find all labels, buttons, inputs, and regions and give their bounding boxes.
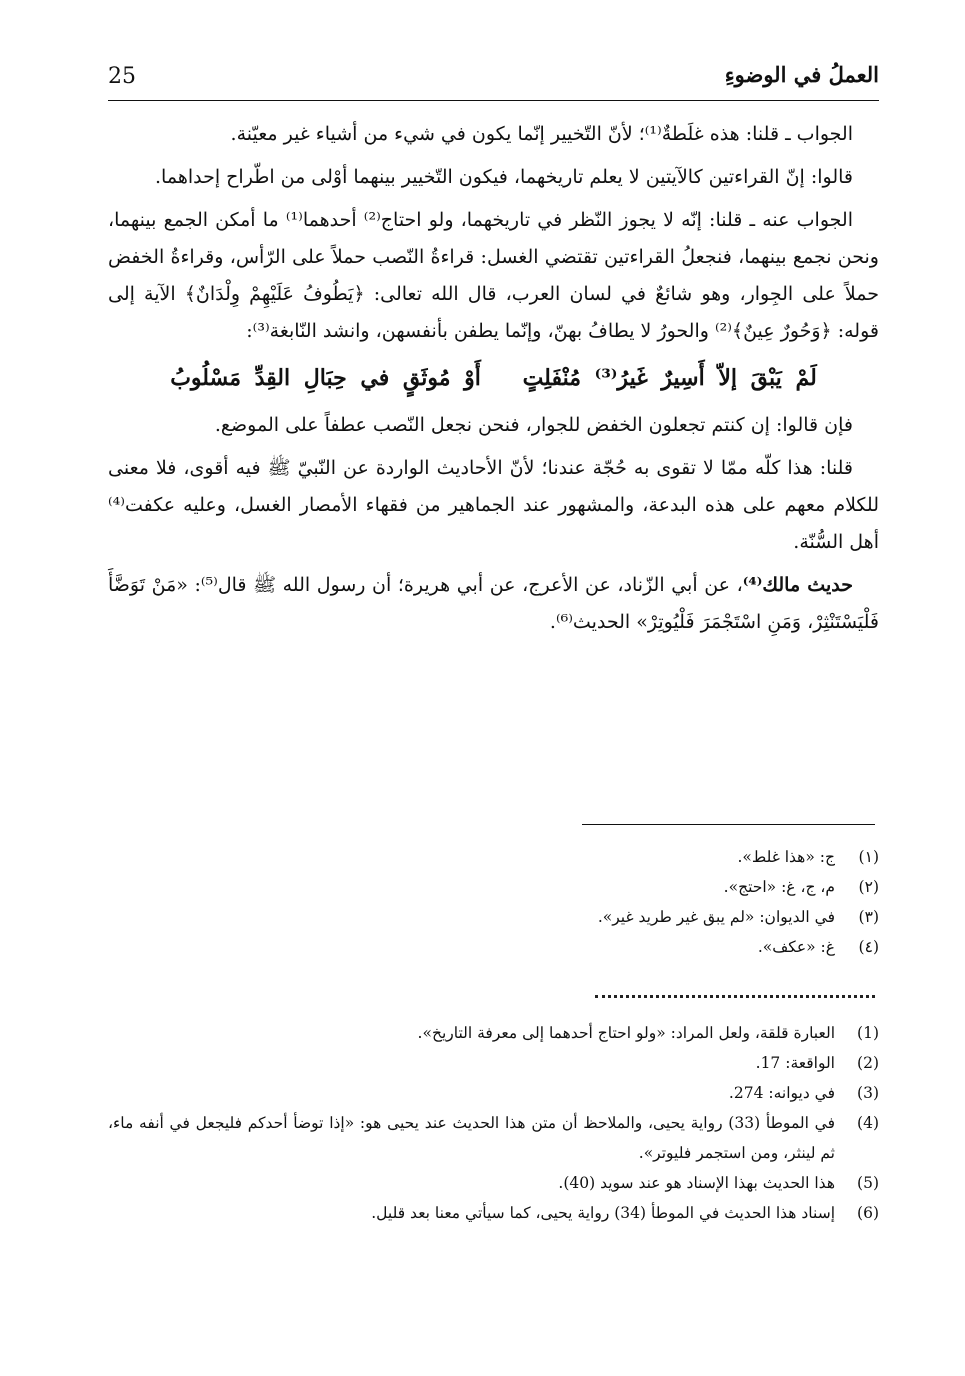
footnote-item: [108, 1018, 879, 1048]
footnote-item: [108, 1108, 879, 1168]
paragraph-objection-1: قالوا: إنّ القراءتين كالآيتين لا يعلم تاريخهما، فيكون التّخيير بينهما أوْلى من اطّراح إحداهما.: [155, 166, 853, 188]
footnote-item: [108, 1078, 879, 1108]
header-rule: [108, 100, 879, 101]
footnote-item: [559, 902, 879, 932]
footnote-number: (3): [857, 1084, 879, 1102]
footnote-item: [108, 1168, 879, 1198]
footnote-item: [108, 1048, 879, 1078]
footnote-text: ج: «هذا غلط».: [737, 848, 835, 866]
footnote-item: [559, 842, 879, 872]
editor-footnotes: [108, 1018, 879, 1228]
variant-footnotes: [559, 842, 879, 962]
footnote-separator: [582, 824, 875, 825]
footnote-text: هذا الحديث بهذا الإسناد هو عند سويد (40).: [558, 1174, 835, 1192]
footnote-text: غ: «عكف».: [757, 938, 835, 956]
running-title: العملُ في الوضوءِ: [724, 62, 879, 87]
page-header: [108, 62, 879, 98]
paragraph-hadith: [108, 567, 879, 641]
footnote-text: م، ج، غ: «احتج».: [723, 878, 835, 896]
footnote-number: (4): [857, 1114, 879, 1132]
footnote-number: (1): [857, 1024, 879, 1042]
footnote-number: (١): [858, 848, 879, 866]
footnote-text: إسناد هذا الحديث في الموطأ (34) رواية يحيى، كما سيأتي معنا بعد قليل.: [371, 1204, 835, 1222]
verse-first-hemistich: لَمْ يَبْقَ إلاّ أَسِيرٌ غَيرُ⁽³⁾ مُنْفَلِتٍ: [522, 365, 817, 391]
page-number: 25: [108, 64, 136, 89]
footnote-number: (6): [857, 1204, 879, 1222]
footnote-text: الواقعة: 17.: [755, 1054, 835, 1072]
paragraph-objection-2: فإن قالوا: إن كنتم تجعلون الخفض للجوار، فنحن نجعل النّصب عطفاً على الموضع.: [214, 414, 853, 436]
hadith-lead: حديث مالك⁽⁴⁾: [742, 574, 853, 596]
footnote-text: في الموطأ (33) رواية يحيى، والملاحظ أن متن هذا الحديث عند يحيى هو: «إذا توضأ أحدكم فليجعل في أنفه ماء، ثم لينثر، ومن استجمر فليوتر».: [108, 1114, 835, 1162]
dotted-separator: [595, 995, 875, 998]
footnote-text: في الديوان: «لم يبق غير طريد غير».: [597, 908, 835, 926]
verse-second-hemistich: أَوْ مُوثَقٍ في حِبَالِ القِدِّ مَسْلُوبُ: [170, 365, 481, 391]
footnote-number: (٢): [858, 878, 879, 896]
footnote-number: (٤): [858, 938, 879, 956]
paragraph-answer-2: الجواب عنه ـ قلنا: إنّه لا يجوز النّظر في تاريخهما، ولو احتاج⁽²⁾ أحدهما⁽¹⁾ ما أمكن الجمع بينهما، ونحن نجمع بينهما، فنجعلُ القراءتين تقتضي الغسل: قراءةُ النّصب حملاً على الرّأس، وقراءةُ الخفض حملاً على الجِوار، وهو شائعٌ في لسان العرب، قال الله تعالى: ﴿يَطُوفُ عَلَيْهِمْ وِلْدَانٌ﴾ الآية إلى قوله: ﴿وَحُورٌ عِينٌ﴾⁽²⁾ والحورُ لا يطافُ بهنّ، وإنّما يطفن بأنفسهن، وانشد النّابغة⁽³⁾:: [108, 209, 879, 342]
poetry-verse: [108, 360, 879, 397]
footnote-number: (5): [857, 1174, 879, 1192]
hadith-text: ، عن أبي الزّناد، عن الأعرج، عن أبي هريرة؛ أن رسول الله ﷺ قال⁽⁵⁾: «مَنْ تَوَضَّأَ فَلْيَسْتَنْثِرْ، وَمَنِ اسْتَجْمَرَ فَلْيُوتِرْ» الحديث⁽⁶⁾.: [108, 574, 879, 633]
main-text: [108, 116, 879, 647]
footnote-item: [108, 1198, 879, 1228]
footnote-item: [559, 872, 879, 902]
footnote-number: (2): [857, 1054, 879, 1072]
footnote-text: في ديوانه: 274.: [728, 1084, 835, 1102]
footnote-text: العبارة قلقة، ولعل المراد: «ولو احتاج أحدهما إلى معرفة التاريخ».: [417, 1024, 835, 1042]
footnote-number: (٣): [858, 908, 879, 926]
paragraph-answer-1: الجواب ـ قلنا: هذه غلَطةٌ⁽¹⁾؛ لأنّ التّخيير إنّما يكون في شيء من أشياء غير معيّنة.: [230, 123, 853, 145]
paragraph-answer-3: قلنا: هذا كلّه ممّا لا تقوى به حُجّة عندنا؛ لأنّ الأحاديث الواردة عن النّبيّ ﷺ فيه أقوى، فلا معنى للكلام معهم على هذه البدعة، والمشهور عند الجماهير من فقهاء الأمصار الغسل، وعليه عكفت⁽⁴⁾ أهل السُّنّة.: [108, 457, 879, 553]
footnote-item: [559, 932, 879, 962]
